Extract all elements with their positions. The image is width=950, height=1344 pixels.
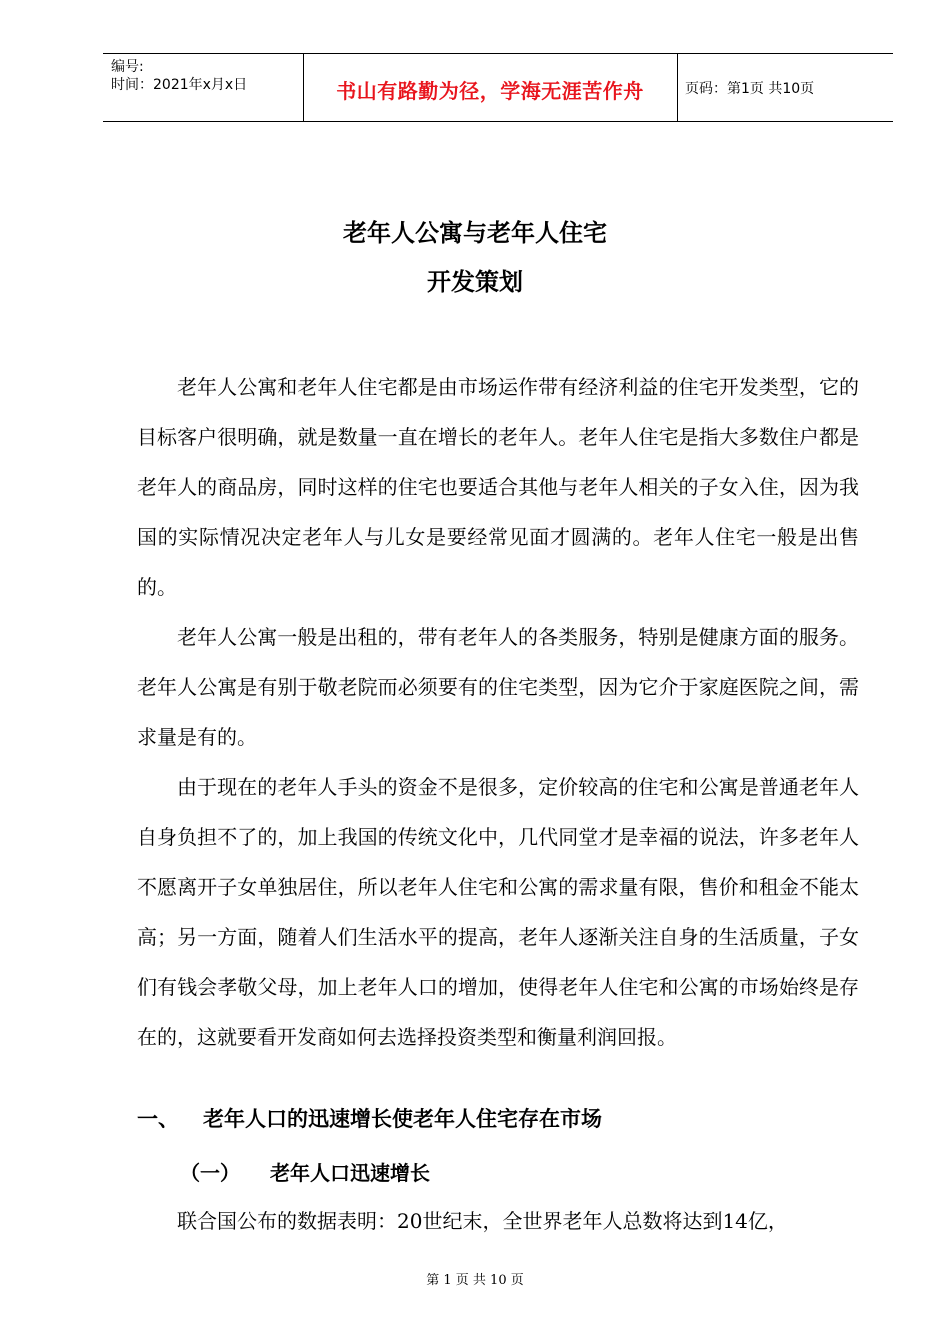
document-body <box>137 362 859 1062</box>
document-body-continued <box>137 1196 865 1246</box>
subsection-heading <box>180 1157 430 1186</box>
section-heading <box>137 1103 602 1133</box>
page-header <box>103 53 893 122</box>
paragraph: 由于现在的老年人手头的资金不是很多，定价较高的住宅和公寓是普通老年人自身负担不了的，加上我国的传统文化中，几代同堂才是幸福的说法，许多老年人不愿离开子女单独居住，所以老年人住宅和公寓的需求量有限，售价和租金不能太高；另一方面，随着人们生活水平的提高，老年人逐渐关注自身的生活质量，子女们有钱会孝敬父母，加上老年人口的增加，使得老年人住宅和公寓的市场始终是存在的，这就要看开发商如何去选择投资类型和衡量利润回报。 <box>137 775 859 1049</box>
header-meta <box>111 58 247 94</box>
page-footer: 第 1 页 共 10 页 <box>426 1273 524 1288</box>
header-top-rule <box>103 53 893 54</box>
paragraph: 联合国公布的数据表明：20世纪末，全世界老年人总数将达到14亿， <box>177 1209 788 1233</box>
header-bottom-rule <box>103 121 893 122</box>
header-divider <box>677 53 678 122</box>
header-page-info: 页码：第1页 共10页 <box>685 81 815 97</box>
time-label: 时间：2021年x月x日 <box>111 77 248 93</box>
subsection-title: 老年人口迅速增长 <box>270 1161 430 1185</box>
document-title: 老年人公寓与老年人住宅 <box>343 218 607 247</box>
paragraph: 老年人公寓和老年人住宅都是由市场运作带有经济利益的住宅开发类型，它的目标客户很明确，就是数量一直在增长的老年人。老年人住宅是指大多数住户都是老年人的商品房，同时这样的住宅也要适合其他与老年人相关的子女入住，因为我国的实际情况决定老年人与儿女是要经常见面才圆满的。老年人住宅一般是出售的。 <box>137 375 859 599</box>
section-title: 老年人口的迅速增长使老年人住宅存在市场 <box>203 1107 602 1131</box>
paragraph: 老年人公寓一般是出租的，带有老年人的各类服务，特别是健康方面的服务。老年人公寓是有别于敬老院而必须要有的住宅类型，因为它介于家庭医院之间，需求量是有的。 <box>137 625 859 749</box>
number-label: 编号: <box>111 59 144 75</box>
document-subtitle: 开发策划 <box>427 267 523 296</box>
subsection-number: （一） <box>180 1161 240 1185</box>
header-motto: 书山有路勤为径，学海无涯苦作舟 <box>336 79 644 103</box>
section-number: 一、 <box>137 1107 179 1131</box>
